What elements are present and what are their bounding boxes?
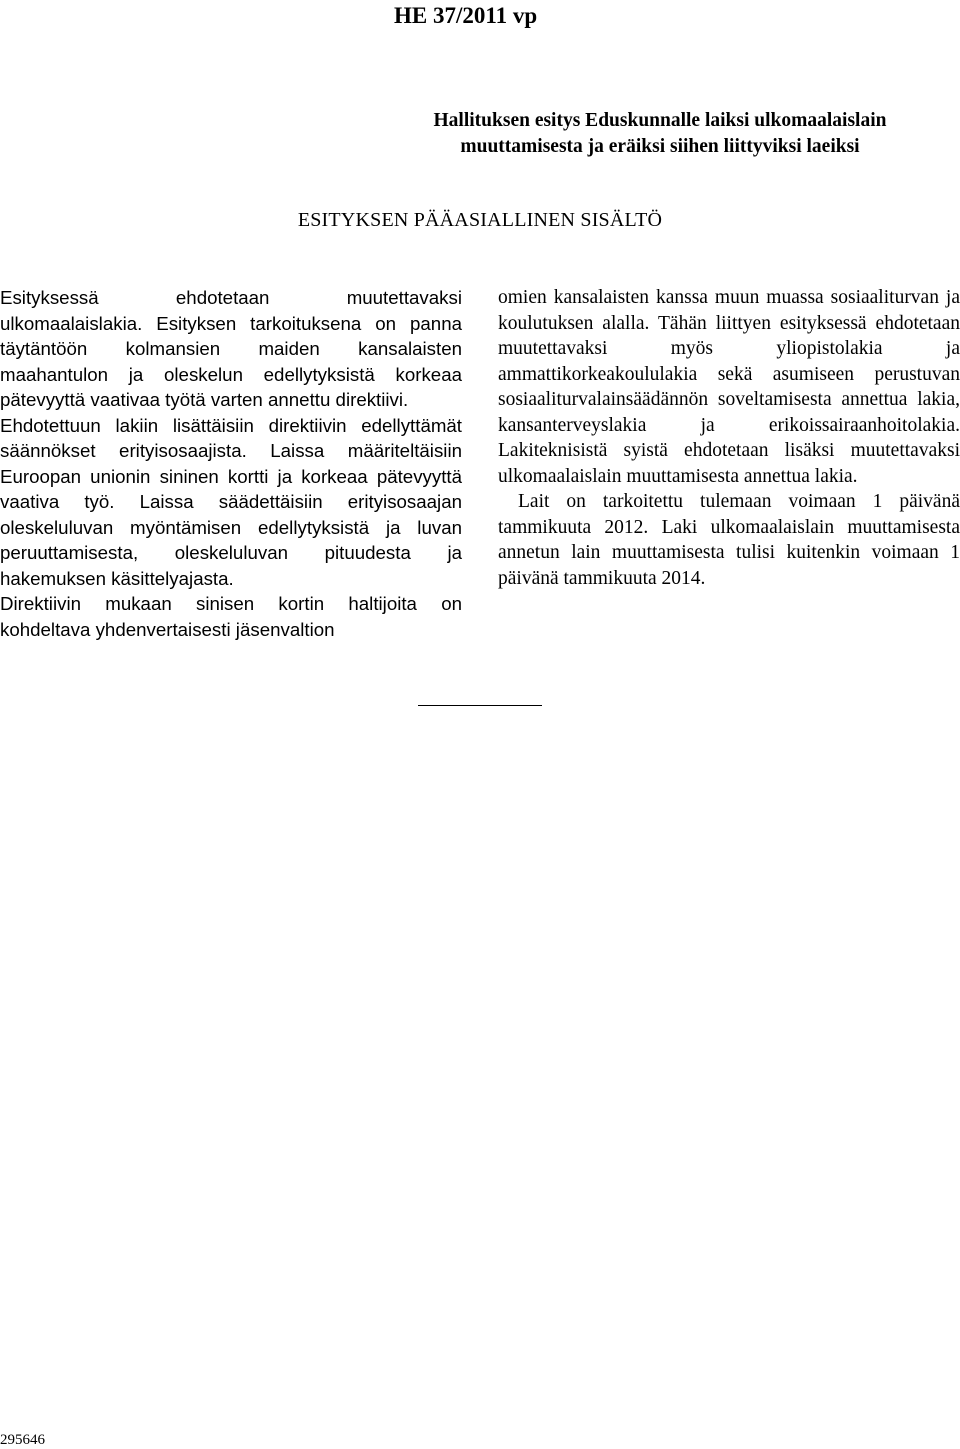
document-id: HE 37/2011 vp [394,3,538,28]
section-heading: ESITYKSEN PÄÄASIALLINEN SISÄLTÖ [297,209,663,231]
right-column [498,285,960,591]
proposal-title-line-2: muuttamisesta ja eräiksi siihen liittyviksi laeiksi [460,136,860,157]
footnote-rule [418,705,542,706]
proposal-title-line-1: Hallituksen esitys Eduskunnalle laiksi ulkomaalaislain [433,110,887,131]
right-paragraph-2: Lait on tarkoitettu tulemaan voimaan 1 päivänä tammikuuta 2012. Laki ulkomaalaislain muuttamisesta annetun lain muuttamisesta tulisi kuitenkin voimaan 1 päivänä tammikuuta 2014. [498,491,960,589]
left-paragraph-1: Esityksessä ehdotetaan muutettavaksi ulkomaalaislakia. Esityksen tarkoituksena on panna täytäntöön kolmansien maiden kansalaisten maahantulon ja oleskelun edellytyksistä korkeaa pätevyyttä vaativaa työtä varten annettu direktiivi. [0,287,462,410]
left-paragraph-2: Ehdotettuun lakiin lisättäisiin direktiivin edellyttämät säännökset erityisosaajista. Laissa määriteltäisiin Euroopan unionin sininen kortti ja korkeaa pätevyyttä vaativa työ. Laissa säädettäisiin erityisosaajan oleskeluluvan myöntämisen edellytyksistä ja luvan peruuttamisesta, oleskeluluvan pituudesta ja hakemuksen käsittelyajasta. [0,414,462,589]
left-paragraph-3: Direktiivin mukaan sinisen kortin haltijoita on kohdeltava yhdenvertaisesti jäsenvaltion [0,593,462,640]
page-number: 295646 [0,1432,45,1448]
left-column [0,285,462,642]
proposal-title [362,108,958,160]
right-paragraph-1: omien kansalaisten kanssa muun muassa sosiaaliturvan ja koulutuksen alalla. Tähän liittyen esityksessä ehdotetaan muutettavaksi myös yliopistolakia ja ammattikorkeakoululakia sekä asumiseen perustuvan sosiaaliturvalainsäädännön soveltamisesta annettua lakia, kansanterveyslakia ja erikoissairaanhoitolakia. Lakiteknisistä syistä ehdotetaan lisäksi muutettavaksi ulkomaalaislain muuttamisesta annettua lakia. [498,287,960,487]
